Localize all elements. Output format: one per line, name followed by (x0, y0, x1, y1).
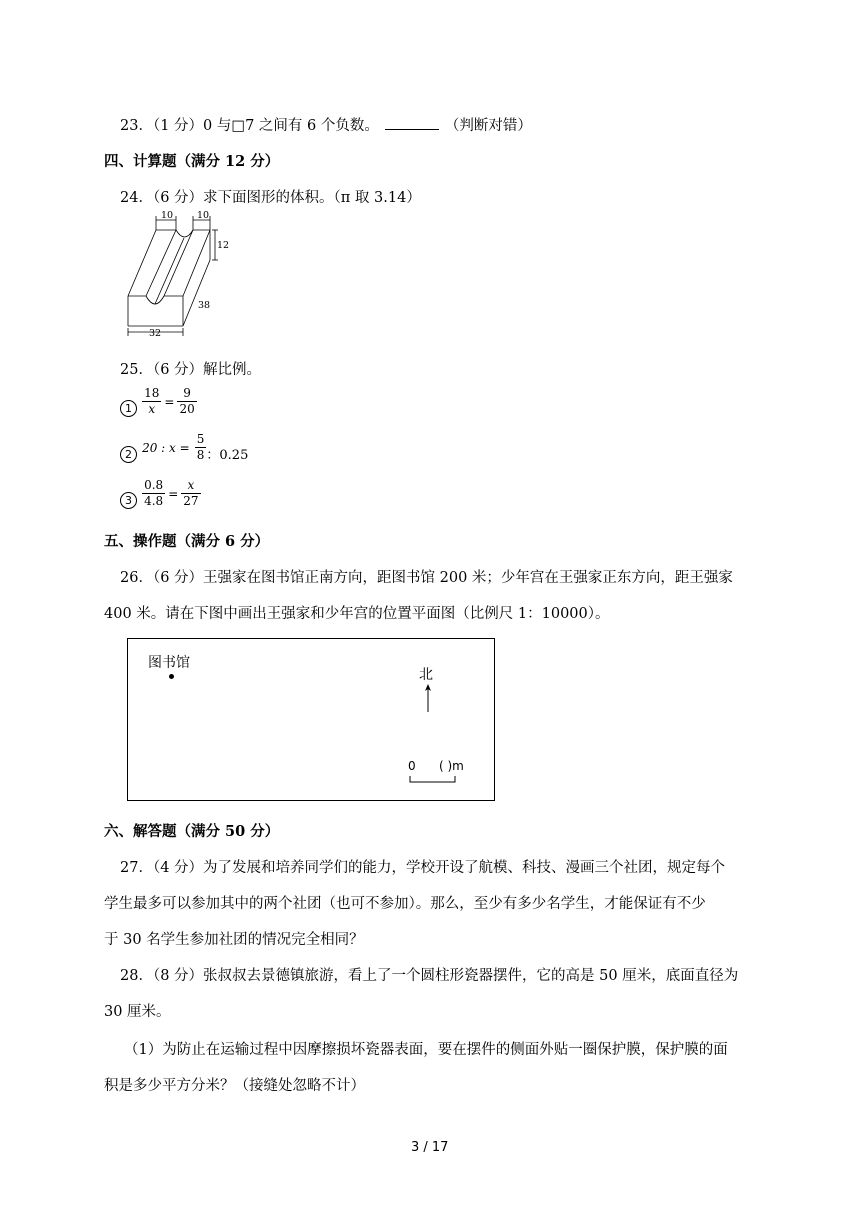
question-26-line2: 400 米。请在下图中画出王强家和少年宫的位置平面图（比例尺 1：10000）。 (104, 606, 610, 622)
question-23 (120, 114, 532, 135)
scale-unit: ( )m (439, 759, 464, 773)
label-top-left: 10 (161, 210, 174, 221)
equation-2: 2 20 : x = $\frac{5}{8}$ ：0.25 (120, 432, 248, 463)
question-23-text: 23．（1 分）0 与□7 之间有 6 个负数。 (120, 118, 379, 134)
equation-1: 1 $\frac{18}{x}$ = $\frac{9}{20}$ (120, 386, 197, 417)
library-label: 图书馆 (148, 655, 190, 671)
answer-blank (385, 115, 439, 130)
question-27-line1: 27．（4 分）为了发展和培养同学们的能力，学校开设了航模、科技、漫画三个社团，规定每个 (120, 860, 726, 876)
question-28-line2: 30 厘米。 (104, 1004, 171, 1020)
question-24-text: 24．（6 分）求下面图形的体积。（π 取 3.14） (120, 190, 421, 206)
question-25-text: 25．（6 分）解比例。 (120, 362, 262, 378)
north-arrow-icon (422, 683, 434, 713)
question-28-sub1-line2: 积是多少平方分米？（接缝处忽略不计） (104, 1078, 365, 1094)
marker-2: 2 (120, 446, 137, 463)
equation-3: 3 $\frac{0.8}{4.8}$ = $\frac{x}{27}$ (120, 478, 201, 509)
label-height: 12 (217, 240, 230, 251)
library-dot (169, 674, 174, 679)
label-width: 32 (149, 328, 162, 339)
page-number: 3 / 17 (411, 1140, 449, 1155)
scale-zero: 0 (408, 759, 416, 773)
section-5-title: 五、操作题（满分 6 分） (104, 533, 270, 550)
marker-3: 3 (120, 492, 137, 509)
question-27-line3: 于 30 名学生参加社团的情况完全相同？ (104, 932, 364, 948)
block-figure (118, 210, 238, 342)
label-depth: 38 (198, 300, 211, 311)
map-box (127, 638, 495, 801)
scale-bar (409, 775, 457, 785)
label-top-right: 10 (197, 210, 210, 221)
section-6-title: 六、解答题（满分 50 分） (104, 823, 280, 840)
question-27-line2: 学生最多可以参加其中的两个社团（也可不参加）。那么，至少有多少名学生，才能保证有不少 (104, 896, 706, 912)
question-23-suffix: （判断对错） (444, 118, 532, 134)
question-26-line1: 26．（6 分）王强家在图书馆正南方向，距图书馆 200 米；少年宫在王强家正东方向，距王强家 (120, 570, 733, 586)
question-28-line1: 28．（8 分）张叔叔去景德镇旅游，看上了一个圆柱形瓷器摆件，它的高是 50 厘米，底面直径为 (120, 968, 739, 984)
question-28-sub1-line1: （1）为防止在运输过程中因摩擦损坏瓷器表面，要在摆件的侧面外贴一圈保护膜，保护膜的面 (124, 1042, 728, 1058)
marker-1: 1 (120, 400, 137, 417)
section-4-title: 四、计算题（满分 12 分） (104, 153, 280, 170)
north-label: 北 (419, 667, 433, 683)
